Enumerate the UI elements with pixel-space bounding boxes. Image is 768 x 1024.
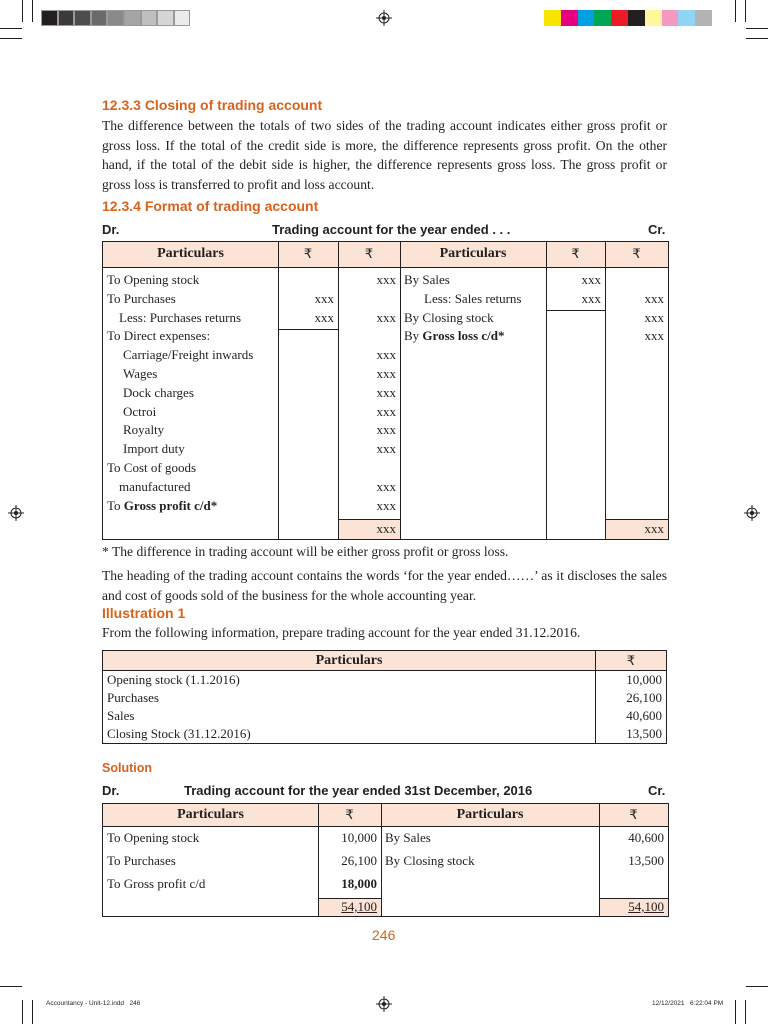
sol-header-rupee-debit: ₹ <box>345 807 354 822</box>
debit-amount-inner: xxx <box>314 290 334 306</box>
ill-row-label: Sales <box>103 707 596 725</box>
total-debit: xxx <box>376 521 396 536</box>
ill-row-label: Opening stock (1.1.2016) <box>103 671 596 690</box>
page-number: 246 <box>372 927 396 943</box>
gray-swatch <box>41 10 58 26</box>
debit-amount-outer: xxx <box>376 403 396 419</box>
registration-mark-icon <box>376 996 392 1012</box>
credit-amount-inner: xxx <box>581 272 601 287</box>
gray-swatch <box>74 10 91 26</box>
solution-account-title: Trading account for the year ended 31st December, 2016 <box>184 783 533 798</box>
debit-line-label: Carriage/Freight inwards <box>123 347 254 363</box>
color-swatch <box>561 10 578 26</box>
gray-swatch <box>141 10 158 26</box>
header-particulars-credit: Particulars <box>439 246 507 261</box>
solution-debit-value: 26,100 <box>341 853 377 868</box>
credit-line-bold: Gross loss c/d* <box>422 328 505 344</box>
format-account-title: Trading account for the year ended . . . <box>272 222 511 237</box>
gray-swatch <box>124 10 141 26</box>
ill-row-label: Purchases <box>103 689 596 707</box>
ill-header-rupee: ₹ <box>596 651 667 671</box>
gray-swatch <box>58 10 75 26</box>
header-particulars-debit: Particulars <box>157 246 224 261</box>
illustration-heading: Illustration 1 <box>102 605 186 621</box>
color-swatch <box>628 10 645 26</box>
debit-line-label: To Cost of goods <box>107 460 197 475</box>
credit-amount-outer: xxx <box>644 309 664 325</box>
debit-amount-outer: xxx <box>376 347 396 363</box>
debit-line-label: Dock charges <box>123 384 194 400</box>
ill-row-value: 40,600 <box>596 707 667 725</box>
solution-credit-value: 40,600 <box>628 830 664 845</box>
debit-amount-outer: xxx <box>376 422 396 438</box>
debit-line-label: To Gross profit c/d* <box>107 497 218 513</box>
debit-line-bold: Gross profit c/d* <box>123 497 218 513</box>
closing-paragraph: The difference between the totals of two sides of the trading account indicates either gross profit or gross loss. If the total of the credit side is more, the difference represents gross profit. On the other hand, if the total of the debit side is higher, the difference represents gross loss. The gross profit or gross loss is transferred to profit and loss account. <box>102 118 667 192</box>
solution-debit-value: 18,000 <box>341 876 377 891</box>
illustration-intro: From the following information, prepare trading account for the year ended 31.12.2016. <box>102 625 581 640</box>
debit-line-label: Royalty <box>123 422 165 438</box>
solution-heading: Solution <box>102 761 152 775</box>
ill-table-row <box>103 689 667 707</box>
color-swatch <box>544 10 561 26</box>
gray-swatch <box>107 10 124 26</box>
color-swatch <box>611 10 628 26</box>
ill-row-value: 13,500 <box>596 725 667 744</box>
solution-credit-value: 13,500 <box>628 853 664 868</box>
debit-line-label: Wages <box>123 366 158 381</box>
solution-total-debit: 54,100 <box>341 899 377 914</box>
solution-table <box>102 803 669 917</box>
debit-line-label: Octroi <box>123 403 157 419</box>
solution-debit-label: To Gross profit c/d <box>107 876 206 891</box>
color-swatch <box>678 10 695 26</box>
debit-amount-outer: xxx <box>376 309 396 325</box>
solution-debit-label: To Opening stock <box>107 830 200 845</box>
debit-amount-outer: xxx <box>376 384 396 400</box>
section-heading-closing: 12.3.3 Closing of trading account <box>102 97 323 113</box>
solution-total-credit: 54,100 <box>628 899 664 914</box>
total-credit: xxx <box>644 521 664 536</box>
slug-file: Accountancy - Unit-12.indd 246 <box>46 1000 141 1007</box>
color-swatch <box>578 10 595 26</box>
debit-amount-outer: xxx <box>376 366 396 381</box>
section-heading-format: 12.3.4 Format of trading account <box>102 198 319 214</box>
debit-amount-outer: xxx <box>376 478 396 494</box>
credit-line-label: By Sales <box>404 272 450 287</box>
solution-credit-label: By Sales <box>385 830 431 845</box>
debit-line-label: manufactured <box>119 478 191 494</box>
header-rupee-2: ₹ <box>364 246 374 261</box>
sol-header-rupee-credit: ₹ <box>629 807 638 822</box>
cr-label: Cr. <box>648 222 666 237</box>
color-swatch <box>645 10 662 26</box>
debit-line-label: Less: Purchases returns <box>119 309 242 325</box>
sol-header-particulars-debit: Particulars <box>177 807 244 822</box>
header-rupee-4: ₹ <box>632 246 641 261</box>
debit-amount-outer: xxx <box>376 441 396 457</box>
ill-table-row <box>103 707 667 725</box>
gray-swatch <box>157 10 174 26</box>
registration-mark-icon <box>744 505 760 521</box>
ill-header-particulars: Particulars <box>103 651 596 671</box>
credit-amount-outer: xxx <box>644 328 664 344</box>
debit-amount-outer: xxx <box>376 497 396 513</box>
format-table <box>102 241 669 540</box>
solution-cr-label: Cr. <box>648 783 666 798</box>
header-rupee-1: ₹ <box>303 246 313 261</box>
solution-dr-label: Dr. <box>102 783 120 798</box>
color-swatch <box>695 10 712 26</box>
credit-amount-outer: xxx <box>644 290 664 306</box>
color-swatch <box>594 10 611 26</box>
header-rupee-3: ₹ <box>571 246 580 261</box>
footnote: * The difference in trading account will be either gross profit or gross loss. <box>102 544 509 559</box>
debit-amount-inner: xxx <box>314 309 334 325</box>
debit-line-label: To Purchases <box>107 290 176 306</box>
slug-datetime: 12/12/2021 6:22:04 PM <box>652 1000 724 1007</box>
registration-mark-icon <box>8 505 24 521</box>
gray-swatch <box>174 10 191 26</box>
ill-row-value: 26,100 <box>596 689 667 707</box>
solution-debit-label: To Purchases <box>107 853 176 868</box>
dr-label: Dr. <box>102 222 120 237</box>
ill-table-row <box>103 671 667 690</box>
ill-row-label: Closing Stock (31.12.2016) <box>103 725 596 744</box>
credit-line-label: Less: Sales returns <box>424 290 522 306</box>
color-swatch <box>662 10 679 26</box>
solution-credit-label: By Closing stock <box>385 853 475 868</box>
credit-line-label: By Gross loss c/d* <box>404 328 505 344</box>
debit-amount-outer: xxx <box>376 272 396 287</box>
credit-line-label: By Closing stock <box>404 309 494 325</box>
sol-header-particulars-credit: Particulars <box>456 807 524 822</box>
illustration-table <box>102 650 667 744</box>
registration-mark-icon <box>376 10 392 26</box>
debit-line-label: Import duty <box>123 441 185 457</box>
solution-debit-value: 10,000 <box>341 830 377 845</box>
heading-explanation: The heading of the trading account contains the words ‘for the year ended……’ as it discloses the sales and cost of goods sold of the business for the whole accounting year. <box>102 568 667 603</box>
ill-table-row <box>103 725 667 744</box>
debit-line-label: To Direct expenses: <box>107 328 211 344</box>
ill-row-value: 10,000 <box>596 671 667 690</box>
credit-amount-inner: xxx <box>581 290 601 306</box>
debit-line-label: To Opening stock <box>107 272 200 287</box>
gray-swatch <box>91 10 108 26</box>
